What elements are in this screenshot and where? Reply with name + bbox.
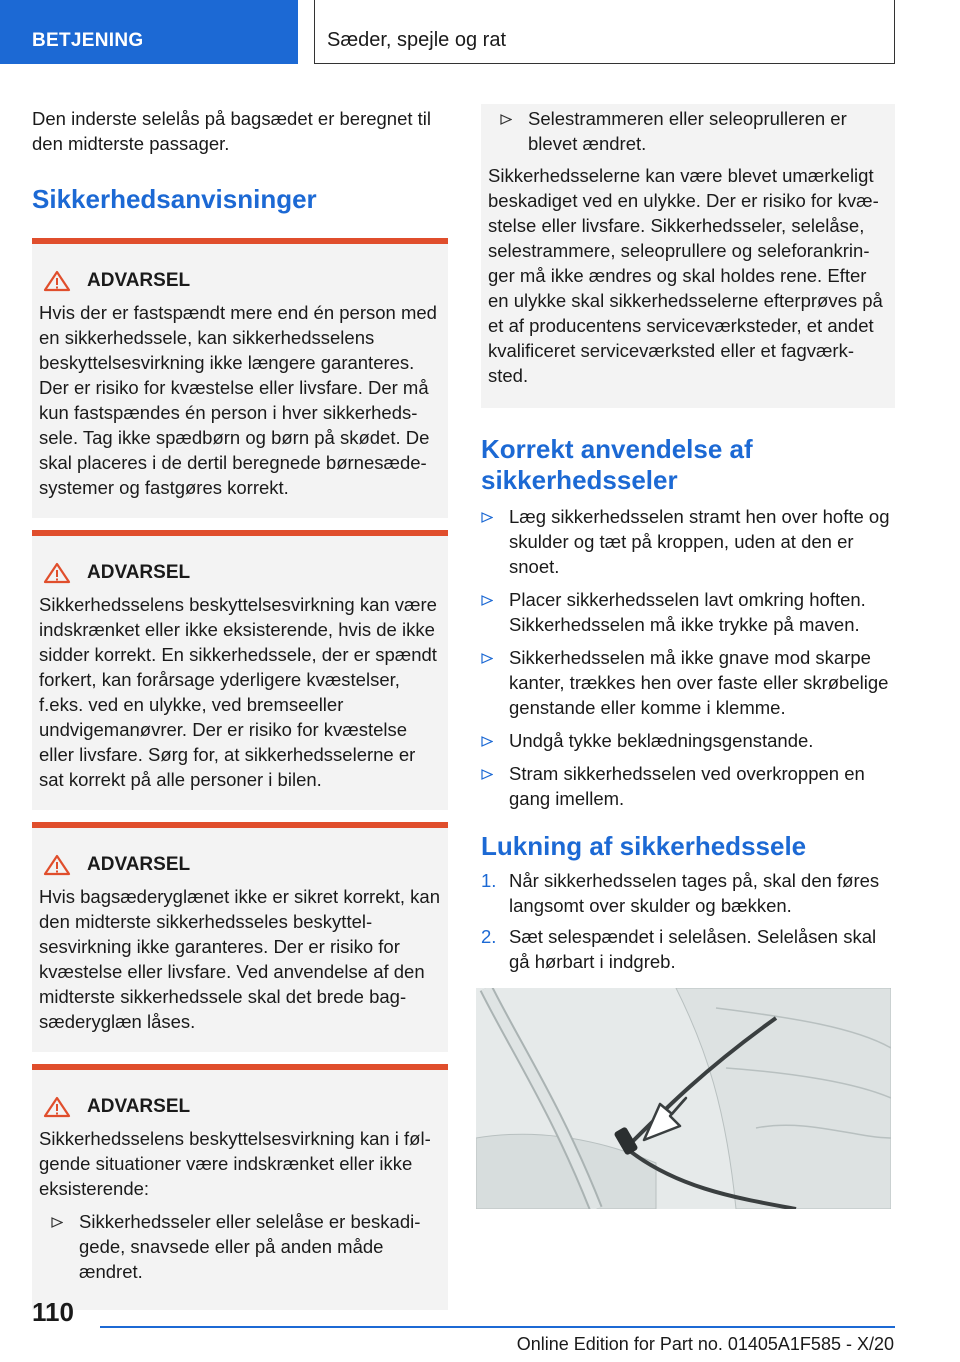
triangle-bullet-icon: [481, 645, 495, 664]
list-item: [51, 1209, 440, 1284]
page-number: 110: [32, 1297, 74, 1327]
section-heading-fastening: Lukning af sikkerhedssele: [481, 831, 807, 861]
section-heading-safety: Sikkerhedsanvisninger: [32, 184, 317, 214]
warning-title: [39, 268, 440, 294]
section-heading-correct-use: Korrekt anvendelse af sikkerhedsseler: [481, 434, 753, 495]
list-item-text: Sikkerhedsselen må ikke gnave mod skarpe kanter, trækkes hen over faste eller skrøbelige genstande eller komme i klemme.: [509, 647, 889, 718]
warning-label: ADVARSEL: [87, 854, 191, 875]
footer-divider: [100, 1326, 895, 1328]
chapter-title: Sæder, spejle og rat: [314, 0, 895, 64]
warning-triangle-icon: [43, 562, 73, 584]
warning-label: ADVARSEL: [87, 1096, 191, 1117]
seat-illustration-drawing: [476, 988, 891, 1209]
warning-box: [32, 530, 448, 810]
correct-use-list: [481, 504, 895, 811]
list-item-text: Læg sikkerhedsselen stramt hen over hofte og skulder og tæt på kroppen, uden at den er snoet.: [509, 506, 890, 577]
triangle-bullet-icon: [500, 106, 514, 125]
list-item: [481, 728, 895, 753]
warning-title: [39, 560, 440, 586]
list-item: [500, 106, 887, 156]
step-item: [481, 868, 895, 918]
warning-box-continued: [481, 104, 895, 408]
list-item: [481, 645, 895, 720]
step-text: Sæt selespændet i selelåsen. Selelåsen skal gå hørbart i indgreb.: [509, 926, 877, 972]
warning-label: ADVARSEL: [87, 562, 191, 583]
warning-text: Sikkerhedsselerne kan være blevet umærkeligt beskadiget ved en ulykke. Der er risiko for kvæstelse eller livsfare. Sikkerhedsseler, selelåse, selestrammere, seleoprullere og seleforankringer må ikke ændres og skal holdes rene. Efter en ulykke skal sikkerhedsselerne efterprøves på et af producentens serviceværksteder, et andet kvalificeret serviceværksted eller et fagværksted.: [488, 165, 883, 386]
list-item-text: Stram sikkerhedsselen ved overkroppen en gang imellem.: [509, 763, 865, 809]
list-item: [481, 504, 895, 579]
triangle-bullet-icon: [51, 1209, 65, 1228]
warning-triangle-icon: [43, 1096, 73, 1118]
fastening-steps: [481, 868, 895, 974]
warning-text: Hvis der er fastspændt mere end én person med en sikkerhedssele, kan sikkerhedsselens beskyttelsesvirkning ikke længere garanteres. Der er risiko for kvæstelse eller livsfare. Der må kun fastspændes én person i hver sikkerhedssele. Tag ikke spædbørn og børn på skødet. De skal placeres i de dertil beregnede børnesædesystemer og fastgøres korrekt.: [39, 302, 437, 498]
list-item-text: Sikkerhedsseler eller selelåse er beskadigede, snavsede eller på anden måde ændret.: [79, 1211, 421, 1282]
section-tab: BETJENING: [0, 0, 298, 64]
list-item: [481, 761, 895, 811]
warning-text: Sikkerhedsselens beskyttelsesvirkning kan i følgende situationer være indskrænket eller ikke eksisterende:: [39, 1128, 431, 1199]
step-number: 2.: [481, 926, 497, 947]
warning-box: [32, 238, 448, 518]
intro-paragraph: Den inderste selelås på bagsædet er beregnet til den midterste passager.: [32, 108, 432, 154]
list-item-text: Undgå tykke beklædningsgenstande.: [509, 730, 814, 751]
warning-title: [39, 1094, 440, 1120]
warning-list: [39, 1209, 440, 1284]
triangle-bullet-icon: [481, 761, 495, 780]
warning-triangle-icon: [43, 854, 73, 876]
triangle-bullet-icon: [481, 587, 495, 606]
triangle-bullet-icon: [481, 728, 495, 747]
list-item: [481, 587, 895, 637]
warning-label: ADVARSEL: [87, 270, 191, 291]
warning-list: [488, 104, 887, 156]
edition-note: Online Edition for Part no. 01405A1F585 - X/20: [516, 1334, 894, 1354]
step-item: [481, 924, 895, 974]
list-item-text: Placer sikkerhedsselen lavt omkring hoften. Sikkerhedsselen må ikke trykke på maven.: [509, 589, 866, 635]
list-item-text: Selestrammeren eller seleoprulleren er blevet ændret.: [528, 108, 847, 154]
warning-text: Sikkerhedsselens beskyttelsesvirkning kan være indskrænket eller ikke eksisterende, hvis de ikke sidder korrekt. En sikkerhedssele, der er spændt forkert, kan forårsage yderligere kvæstelser, f.eks. ved en ulykke, ved bremseeller undvigemanøvrer. Der er risiko for kvæstelse eller livsfare. Sørg for, at sikkerhedsselerne er sat korrekt på alle personer i bilen.: [39, 594, 437, 790]
left-column: [32, 106, 448, 1310]
step-number: 1.: [481, 870, 497, 891]
right-column: [481, 104, 895, 980]
triangle-bullet-icon: [481, 504, 495, 523]
warning-triangle-icon: [43, 270, 73, 292]
step-text: Når sikkerhedsselen tages på, skal den føres langsomt over skulder og bækken.: [509, 870, 880, 916]
seatbelt-buckle-illustration: [476, 988, 891, 1209]
warning-title: [39, 852, 440, 878]
warning-text: Hvis bagsæderyglænet ikke er sikret korrekt, kan den midterste sikkerhedsseles beskyttelsesvirkning ikke garanteres. Der er risiko for kvæstelse eller livsfare. Ved anvendelse af den midterste sikkerhedssele skal det brede bagsæderyglæn låses.: [39, 886, 440, 1032]
warning-box: [32, 1064, 448, 1310]
warning-box: [32, 822, 448, 1052]
